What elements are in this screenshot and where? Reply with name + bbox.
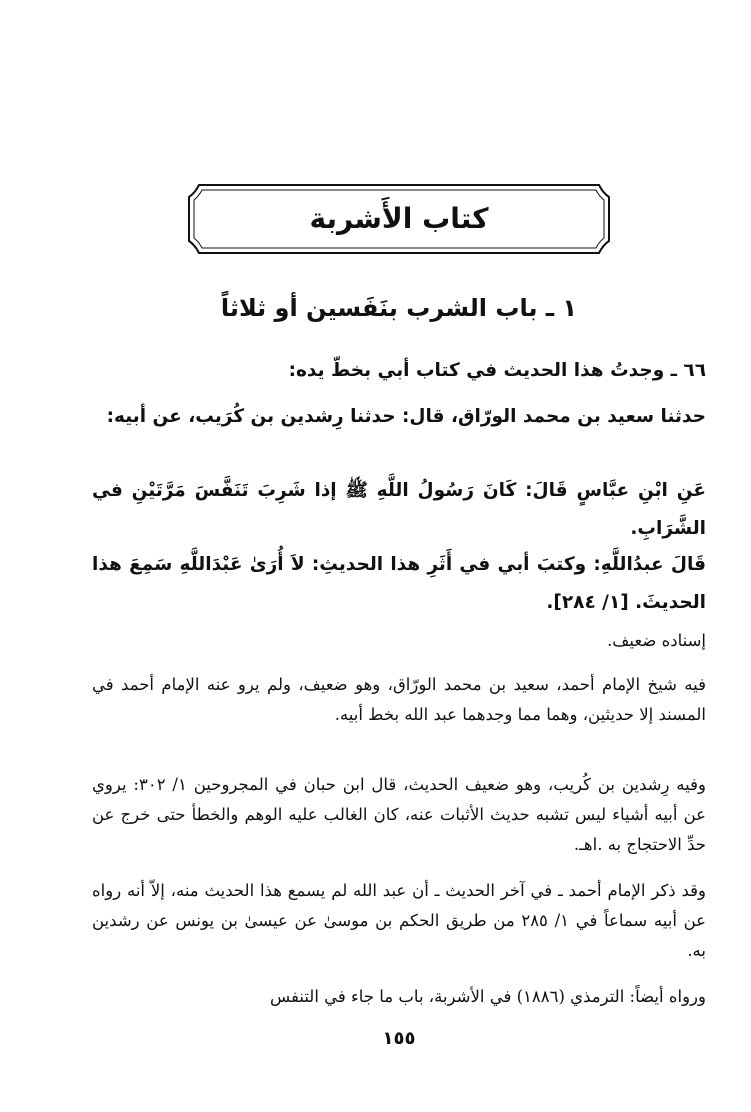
isnad-grading: إسناده ضعيف. xyxy=(607,631,706,650)
chapter-heading: ١ ـ باب الشرب بنَفَسين أو ثلاثاً xyxy=(220,294,578,322)
grading-block xyxy=(92,626,706,656)
book-title: كتاب الأَشربة xyxy=(309,202,489,235)
commentary-para-3-block xyxy=(92,876,706,966)
hadith-matn: عَنِ ابْنِ عبَّاسٍ قَالَ: كَانَ رَسُولُ اللَّهِ ﷺ إذا شَرِبَ تَنَفَّسَ مَرَّتَيْنِ في الشَّرَابِ. xyxy=(92,480,706,539)
commentary-paragraph: وفيه رِشدين بن كُريب، وهو ضعيف الحديث، قال ابن حبان في المجروحين ١/ ٣٠٢: يروي عن أبيه أشياء ليس تشبه حديث الأثبات عنه، كان الغالب عليه الوهم والخطأ حتى خرج عن حدِّ الاحتجاج به .اهـ. xyxy=(92,775,706,854)
commentary-para-2-block xyxy=(92,770,706,860)
commentary-paragraph: وقد ذكر الإمام أحمد ـ في آخر الحديث ـ أن عبد الله لم يسمع هذا الحديث منه، إلاّ أنه رواه عن أبيه سماعاً في ١/ ٢٨٥ من طريق الحكم بن موسىٰ عن عيسىٰ بن يونس عن رشدين به. xyxy=(92,881,706,960)
commentary-para-1-block xyxy=(92,670,706,730)
hadith-note: قَالَ عبدُاللَّهِ: وكتبَ أبي في أَثَرِ هذا الحديثِ: لاَ أُرَىٰ عَبْدَاللَّهِ سَمِعَ هذا الحديثَ. [١/ ٢٨٤]. xyxy=(92,554,706,613)
document-page xyxy=(92,0,706,1112)
commentary-paragraph: فيه شيخ الإمام أحمد، سعيد بن محمد الورّاق، وهو ضعيف، ولم يرو عنه الإمام أحمد في المسند إلا حديثين، وهما مما وجدهما عبد الله بخط أبيه. xyxy=(92,675,706,724)
hadith-matn-block xyxy=(92,472,706,548)
page-number: ١٥٥ xyxy=(382,1028,416,1049)
title-frame xyxy=(187,183,611,255)
hadith-intro: ٦٦ ـ وجدتُ هذا الحديث في كتاب أبي بخطّ يده: xyxy=(288,360,706,381)
hadith-isnad: حدثنا سعيد بن محمد الورّاق، قال: حدثنا رِشدين بن كُرَيب، عن أبيه: xyxy=(106,406,706,427)
hadith-isnad-block xyxy=(92,398,706,436)
commentary-paragraph: ورواه أيضاً: الترمذي (١٨٨٦) في الأشربة، باب ما جاء في التنفس xyxy=(269,987,706,1006)
hadith-note-block xyxy=(92,546,706,622)
hadith-intro-block xyxy=(92,352,706,390)
commentary-para-4-block xyxy=(92,982,706,1012)
